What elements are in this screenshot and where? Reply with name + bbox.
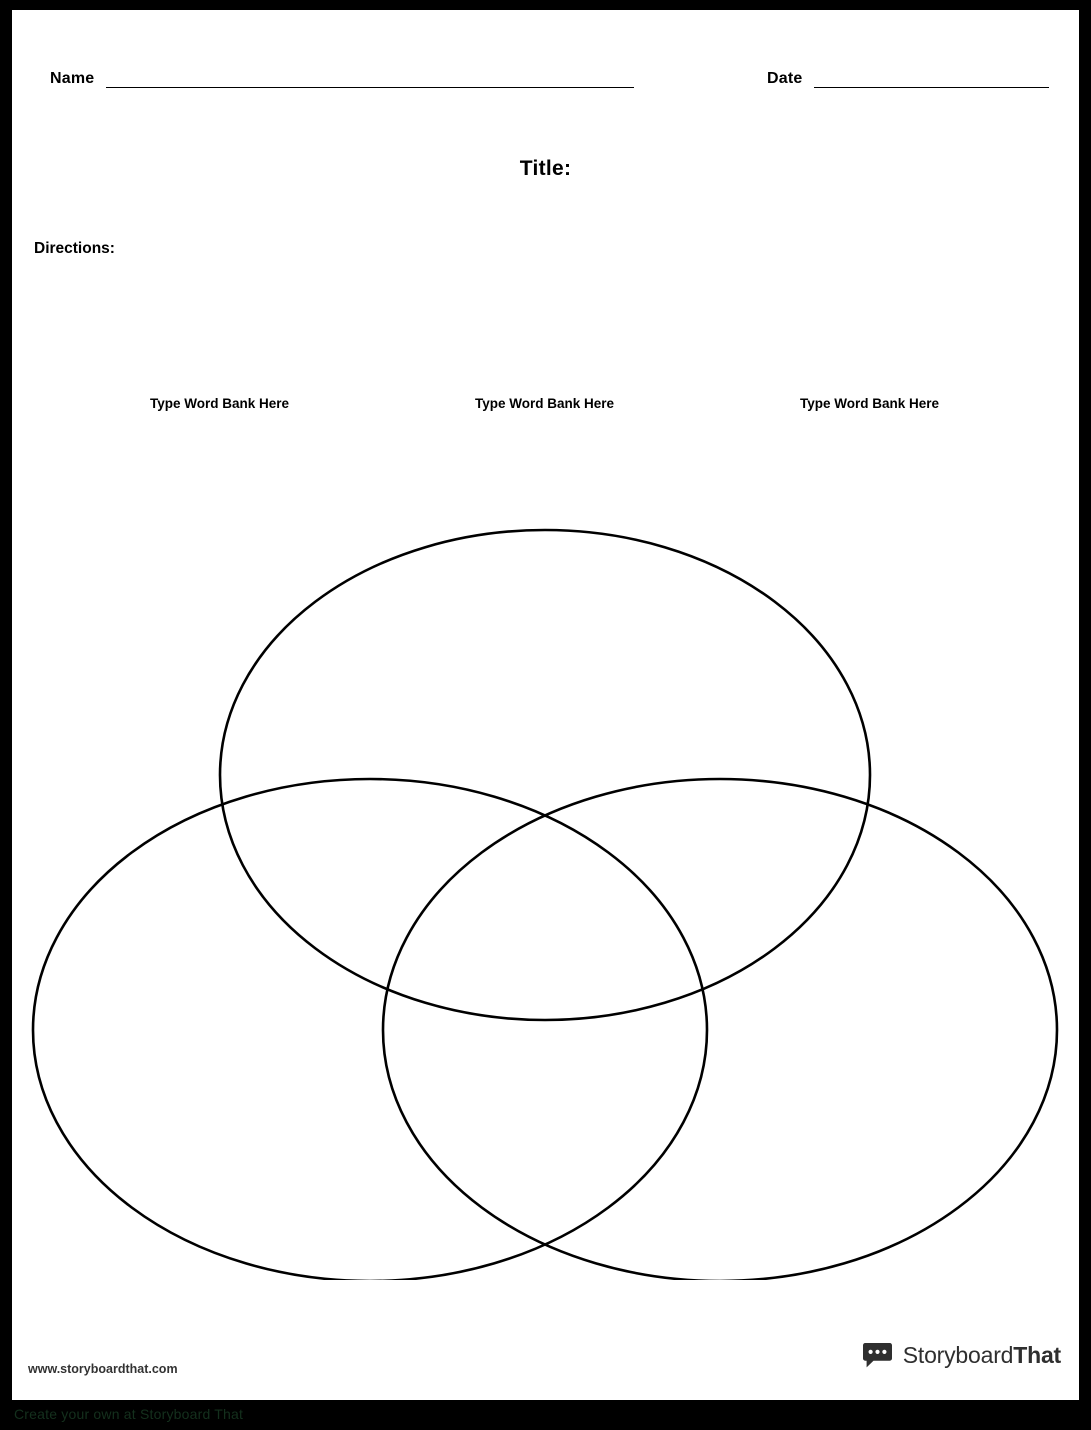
brand-wordmark-light: Storyboard [902, 1342, 1014, 1368]
name-input-line[interactable] [106, 71, 634, 88]
worksheet-header [12, 70, 1079, 110]
brand-logo [861, 1342, 1061, 1369]
word-bank-1[interactable]: Type Word Bank Here [150, 396, 290, 411]
date-label: Date [767, 70, 803, 87]
bottom-strip [0, 1402, 1091, 1430]
footer-url[interactable]: www.storyboardthat.com [28, 1362, 178, 1376]
page-title[interactable]: Title: [519, 157, 572, 180]
venn-circle-right [383, 779, 1057, 1280]
venn-circle-top [220, 530, 870, 1020]
name-field-group [50, 70, 634, 88]
brand-wordmark [903, 1342, 1061, 1369]
word-bank-2[interactable]: Type Word Bank Here [475, 396, 615, 411]
venn-circle-left [33, 779, 707, 1280]
worksheet-page [12, 10, 1079, 1400]
date-field-group [767, 70, 1049, 88]
brand-wordmark-bold: That [1013, 1342, 1061, 1368]
speech-bubble-icon [861, 1342, 894, 1369]
date-input-line[interactable] [814, 71, 1049, 88]
word-bank-3[interactable]: Type Word Bank Here [800, 396, 940, 411]
name-label: Name [50, 70, 95, 87]
venn-diagram [12, 510, 1079, 1280]
bottom-strip-text: Create your own at Storyboard That [14, 1406, 244, 1422]
directions-label[interactable]: Directions: [34, 240, 115, 257]
